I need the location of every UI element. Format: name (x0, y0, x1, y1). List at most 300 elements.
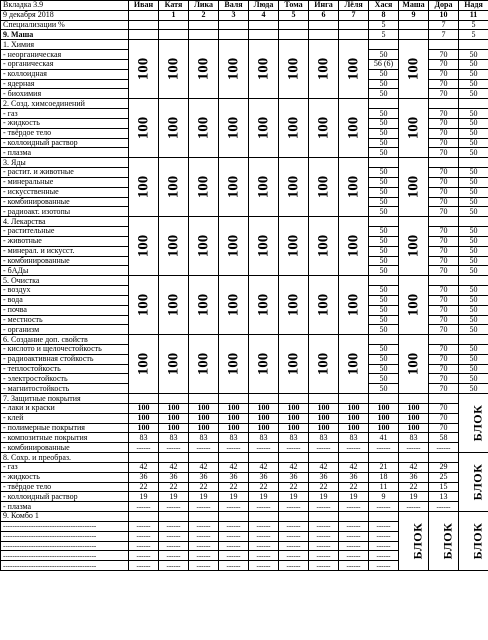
skill-value: 100 (129, 413, 159, 423)
khasya-value: 50 (369, 89, 399, 99)
dora-cell (429, 276, 459, 286)
skill-label: - жидкость (1, 118, 129, 128)
combo-cell: ------ (159, 551, 189, 561)
combo-cell: ------ (249, 521, 279, 531)
skill-value: ------ (369, 502, 399, 512)
skill-value: 42 (129, 462, 159, 472)
skill-label: - местность (1, 315, 129, 325)
header-row (1, 1, 488, 11)
spec-value (279, 20, 309, 30)
nadya-value: 50 (459, 109, 488, 119)
column-number: 2 (189, 10, 219, 20)
big-value-cell-text: 100 (225, 58, 242, 81)
skill-value: 100 (159, 423, 189, 433)
combo-cell: ------ (159, 521, 189, 531)
skill-label: - твёрдое тело (1, 482, 129, 492)
nadya-value: 50 (459, 69, 488, 79)
empty-cell (309, 512, 339, 522)
combo-label: ---------------------------------------- (1, 521, 129, 531)
skill-value: 100 (219, 403, 249, 413)
nadya-value: 50 (459, 266, 488, 276)
nadya-cell (459, 99, 488, 109)
big-value-cell (339, 335, 369, 394)
skill-value: 13 (429, 492, 459, 502)
big-value-cell-text: 100 (345, 175, 362, 199)
empty-cell (129, 512, 159, 522)
big-value-cell (399, 335, 429, 394)
section-title: 7. Защитные покрытия (1, 394, 129, 404)
masha-value (249, 30, 279, 40)
big-value-cell-text: 100 (315, 117, 332, 140)
big-value-cell-text: 100 (255, 117, 272, 140)
empty-cell (189, 453, 219, 463)
empty-cell (189, 394, 219, 404)
column-number: 11 (459, 10, 488, 20)
combo-cell: ------ (129, 541, 159, 551)
column-name: Иван (129, 1, 159, 11)
dora-value: 70 (429, 50, 459, 60)
skill-label: - твёрдое тело (1, 128, 129, 138)
masha-value (309, 30, 339, 40)
skill-value: 36 (399, 472, 429, 482)
dora-value: 70 (429, 89, 459, 99)
big-value-cell (189, 217, 219, 276)
big-value-cell-text: 100 (135, 234, 152, 258)
skill-value: ------ (279, 502, 309, 512)
column-number: 8 (369, 10, 399, 20)
big-value-cell (399, 99, 429, 158)
skill-value: 83 (339, 433, 369, 443)
khasya-value: 50 (369, 266, 399, 276)
skill-label: - растительные (1, 227, 129, 237)
combo-cell: ------ (249, 541, 279, 551)
nadya-value: 50 (459, 315, 488, 325)
big-value-cell (339, 40, 369, 99)
spec-value (249, 20, 279, 30)
section-title-row (1, 40, 488, 50)
skill-value: 58 (429, 433, 459, 443)
skill-value: 22 (339, 482, 369, 492)
khasya-value: 50 (369, 295, 399, 305)
nadya-value: 50 (459, 227, 488, 237)
dora-value: 70 (429, 266, 459, 276)
skill-value: 36 (129, 472, 159, 482)
big-value-cell (339, 276, 369, 335)
skill-value: ------ (189, 502, 219, 512)
khasya-value: 50 (369, 50, 399, 60)
blok-cell (429, 512, 459, 571)
column-number: 4 (249, 10, 279, 20)
khasya-value: 50 (369, 256, 399, 266)
big-value-cell-text: 100 (255, 175, 272, 199)
combo-cell: ------ (369, 541, 399, 551)
column-number: 5 (279, 10, 309, 20)
skill-value: 100 (189, 413, 219, 423)
combo-cell: ------ (309, 541, 339, 551)
masha-value (219, 30, 249, 40)
khasya-value: 50 (369, 315, 399, 325)
big-value-cell-text: 100 (285, 175, 302, 199)
skill-value: ------ (129, 502, 159, 512)
big-value-cell (189, 40, 219, 99)
dora-value: 70 (429, 207, 459, 217)
skill-value: 42 (399, 462, 429, 472)
khasya-value: 50 (369, 227, 399, 237)
spec-value (159, 20, 189, 30)
skill-value: ------ (189, 443, 219, 453)
big-value-cell (249, 158, 279, 217)
skill-value: ------ (429, 443, 459, 453)
spec-value: 5 (369, 20, 399, 30)
big-value-cell-text: 100 (225, 293, 242, 317)
big-value-cell-text: 100 (165, 234, 182, 258)
big-value-cell-text: 100 (135, 117, 152, 140)
empty-cell (219, 394, 249, 404)
skill-value: 9 (369, 492, 399, 502)
blok-cell (459, 394, 488, 453)
skill-value: 100 (249, 403, 279, 413)
skill-value: 100 (399, 423, 429, 433)
big-value-cell-text: 100 (225, 352, 242, 376)
nadya-cell (459, 158, 488, 168)
skill-value: 83 (399, 433, 429, 443)
column-number: 1 (159, 10, 189, 20)
empty-cell (159, 512, 189, 522)
combo-cell: ------ (189, 551, 219, 561)
dora-value: 70 (429, 286, 459, 296)
nadya-value: 50 (459, 138, 488, 148)
combo-cell: ------ (129, 531, 159, 541)
big-value-cell-text: 100 (165, 293, 182, 317)
skill-label: - плазма (1, 148, 129, 158)
spec-value (189, 20, 219, 30)
skill-value: 100 (399, 403, 429, 413)
skill-value: 100 (129, 403, 159, 413)
khasya-value: 50 (369, 109, 399, 119)
dora-value: 70 (429, 384, 459, 394)
big-value-cell-text: 100 (195, 175, 212, 199)
column-number: 3 (219, 10, 249, 20)
skill-value: 22 (399, 482, 429, 492)
skill-value: ------ (399, 443, 429, 453)
big-value-cell (249, 217, 279, 276)
skill-value: 100 (249, 423, 279, 433)
section-title-row (1, 99, 488, 109)
column-name: Люда (249, 1, 279, 11)
skill-value: 36 (159, 472, 189, 482)
big-value-cell-text: 100 (135, 352, 152, 376)
masha-value: 5 (459, 30, 488, 40)
skill-value: ------ (279, 443, 309, 453)
empty-cell (309, 453, 339, 463)
khasya-value: 50 (369, 187, 399, 197)
skill-label: - минеральные (1, 177, 129, 187)
big-value-cell (279, 40, 309, 99)
dora-value: 70 (429, 168, 459, 178)
section-title-row (1, 158, 488, 168)
blok-cell-text: БЛОК (440, 522, 455, 560)
nadya-value: 50 (459, 148, 488, 158)
big-value-cell (279, 335, 309, 394)
skill-value: 19 (219, 492, 249, 502)
khasya-value: 56 (6) (369, 59, 399, 69)
empty-cell (129, 453, 159, 463)
empty-cell (309, 394, 339, 404)
skill-label: - клей (1, 413, 129, 423)
skill-label: - почва (1, 305, 129, 315)
big-value-cell (189, 276, 219, 335)
spec-label: Специализации % (1, 20, 129, 30)
skill-value: 100 (339, 413, 369, 423)
masha-value (129, 30, 159, 40)
nadya-value: 50 (459, 79, 488, 89)
khasya-value: 50 (369, 148, 399, 158)
section-item-row (1, 462, 488, 472)
tab-label: Вкладка 3.9 (1, 1, 129, 11)
section-item-row (1, 472, 488, 482)
skill-label: - газ (1, 462, 129, 472)
column-number: 6 (309, 10, 339, 20)
skill-value: 83 (189, 433, 219, 443)
section-title: 1. Химия (1, 40, 129, 50)
combo-cell: ------ (129, 551, 159, 561)
big-value-cell (129, 158, 159, 217)
skill-value: 19 (189, 492, 219, 502)
khasya-value: 50 (369, 236, 399, 246)
big-value-cell-text: 100 (225, 175, 242, 199)
big-value-cell-text: 100 (195, 58, 212, 81)
skill-value: 22 (159, 482, 189, 492)
khasya-value: 50 (369, 69, 399, 79)
empty-cell (279, 453, 309, 463)
masha-value: 5 (369, 30, 399, 40)
dora-value: 70 (429, 305, 459, 315)
big-value-cell (249, 335, 279, 394)
combo-cell: ------ (249, 551, 279, 561)
dora-value: 70 (429, 59, 459, 69)
section-title: 2. Созд. химсоединений (1, 99, 129, 109)
combo-cell: ------ (339, 521, 369, 531)
khasya-value: 50 (369, 344, 399, 354)
section-title: 8. Сохр. и преобраз. (1, 453, 129, 463)
empty-cell (159, 453, 189, 463)
combo-cell: ------ (369, 551, 399, 561)
big-value-cell (309, 158, 339, 217)
nadya-cell (459, 40, 488, 50)
nadya-value: 50 (459, 384, 488, 394)
skill-value: 42 (249, 462, 279, 472)
nadya-value: 50 (459, 305, 488, 315)
big-value-cell (159, 217, 189, 276)
masha-value (279, 30, 309, 40)
skill-value: 15 (429, 482, 459, 492)
big-value-cell (219, 40, 249, 99)
big-value-cell-text: 100 (345, 58, 362, 81)
combo-cell: ------ (129, 561, 159, 571)
nadya-cell (459, 335, 488, 345)
khasya-value: 50 (369, 325, 399, 335)
big-value-cell-text: 100 (315, 352, 332, 376)
big-value-cell-text: 100 (255, 293, 272, 317)
masha-value: 7 (429, 30, 459, 40)
dora-value: 70 (429, 118, 459, 128)
combo-cell: ------ (279, 531, 309, 541)
big-value-cell (129, 335, 159, 394)
big-value-cell-text: 100 (405, 352, 422, 376)
skill-value: 19 (309, 492, 339, 502)
big-value-cell (129, 217, 159, 276)
spec-value (339, 20, 369, 30)
masha-label: 9. Маша (1, 30, 129, 40)
skill-value: 19 (339, 492, 369, 502)
skill-value: 100 (279, 423, 309, 433)
skill-value: 22 (309, 482, 339, 492)
khasya-value: 50 (369, 354, 399, 364)
skill-value: ------ (249, 443, 279, 453)
skill-label: - радиоактивная стойкость (1, 354, 129, 364)
big-value-cell (309, 276, 339, 335)
skill-value: ------ (219, 502, 249, 512)
empty-cell (219, 453, 249, 463)
skill-label: - комбинированные (1, 197, 129, 207)
big-value-cell-text: 100 (225, 234, 242, 258)
skill-value: 70 (429, 403, 459, 413)
khasya-value: 50 (369, 384, 399, 394)
big-value-cell-text: 100 (315, 293, 332, 317)
skill-label: - коллоидный раствор (1, 138, 129, 148)
skill-label: - газ (1, 109, 129, 119)
big-value-cell-text: 100 (345, 352, 362, 376)
skill-value: 100 (189, 403, 219, 413)
dora-value: 70 (429, 364, 459, 374)
empty-cell (189, 512, 219, 522)
big-value-cell (219, 158, 249, 217)
big-value-cell-text: 100 (315, 234, 332, 258)
nadya-value: 50 (459, 325, 488, 335)
section-title-row (1, 512, 488, 522)
big-value-cell-text: 100 (195, 234, 212, 258)
big-value-cell-text: 100 (405, 175, 422, 199)
skill-label: - растит. и животные (1, 168, 129, 178)
dora-value: 70 (429, 295, 459, 305)
combo-cell: ------ (339, 531, 369, 541)
nadya-value: 50 (459, 354, 488, 364)
section-title: 9. Комбо 1 (1, 512, 129, 522)
big-value-cell-text: 100 (255, 234, 272, 258)
skill-value: 29 (429, 462, 459, 472)
empty-cell (429, 394, 459, 404)
section-title: 3. Яды (1, 158, 129, 168)
skill-value: 22 (249, 482, 279, 492)
column-number (129, 10, 159, 20)
nadya-value: 50 (459, 236, 488, 246)
skill-value: 22 (189, 482, 219, 492)
combo-cell: ------ (189, 541, 219, 551)
big-value-cell-text: 100 (135, 175, 152, 199)
skill-value: 100 (219, 423, 249, 433)
skill-value: 100 (129, 423, 159, 433)
section-item-row (1, 423, 488, 433)
big-value-cell (249, 99, 279, 158)
skill-value: 36 (279, 472, 309, 482)
skill-value: 100 (339, 423, 369, 433)
blok-cell-text: БЛОК (410, 522, 425, 560)
khasya-cell (369, 40, 399, 50)
skill-value: 19 (129, 492, 159, 502)
combo-cell: ------ (189, 521, 219, 531)
skill-value: 19 (279, 492, 309, 502)
big-value-cell (309, 217, 339, 276)
nadya-value: 50 (459, 89, 488, 99)
masha-value (189, 30, 219, 40)
big-value-cell-text: 100 (285, 293, 302, 317)
combo-label: ---------------------------------------- (1, 531, 129, 541)
khasya-value: 50 (369, 374, 399, 384)
dora-cell (429, 217, 459, 227)
big-value-cell-text: 100 (315, 58, 332, 81)
big-value-cell (219, 99, 249, 158)
skill-value: 42 (279, 462, 309, 472)
dora-value: 70 (429, 187, 459, 197)
skill-value: 42 (159, 462, 189, 472)
combo-cell: ------ (249, 561, 279, 571)
big-value-cell (399, 217, 429, 276)
combo-cell: ------ (339, 541, 369, 551)
skill-value: 22 (219, 482, 249, 492)
section-title-row (1, 276, 488, 286)
big-value-cell-text: 100 (135, 58, 152, 81)
combo-cell: ------ (219, 521, 249, 531)
masha-value (339, 30, 369, 40)
big-value-cell (309, 40, 339, 99)
blok-cell (399, 512, 429, 571)
header-num-row (1, 10, 488, 20)
empty-cell (279, 394, 309, 404)
dora-value: 70 (429, 128, 459, 138)
big-value-cell (219, 276, 249, 335)
khasya-value: 50 (369, 177, 399, 187)
combo-label: ---------------------------------------- (1, 561, 129, 571)
skill-value: ------ (339, 443, 369, 453)
big-value-cell-text: 100 (165, 352, 182, 376)
skill-value: 41 (369, 433, 399, 443)
masha-row (1, 30, 488, 40)
big-value-cell-text: 100 (285, 117, 302, 140)
skill-label: - кислото и щелочестойкость (1, 344, 129, 354)
empty-cell (279, 512, 309, 522)
combo-cell: ------ (159, 541, 189, 551)
skill-value: ------ (249, 502, 279, 512)
section-item-row (1, 443, 488, 453)
skill-value: 18 (369, 472, 399, 482)
skill-value: 100 (189, 423, 219, 433)
big-value-cell-text: 100 (165, 117, 182, 140)
big-value-cell-text: 100 (405, 58, 422, 81)
empty-cell (249, 512, 279, 522)
skill-value: 83 (309, 433, 339, 443)
combo-cell: ------ (279, 561, 309, 571)
empty-cell (219, 512, 249, 522)
combo-cell: ------ (309, 561, 339, 571)
big-value-cell (129, 276, 159, 335)
big-value-cell (159, 276, 189, 335)
skill-value: 36 (309, 472, 339, 482)
skill-value: ------ (309, 443, 339, 453)
skill-value: ------ (159, 502, 189, 512)
dora-value: 70 (429, 325, 459, 335)
empty-cell (339, 512, 369, 522)
section-item-row (1, 482, 488, 492)
